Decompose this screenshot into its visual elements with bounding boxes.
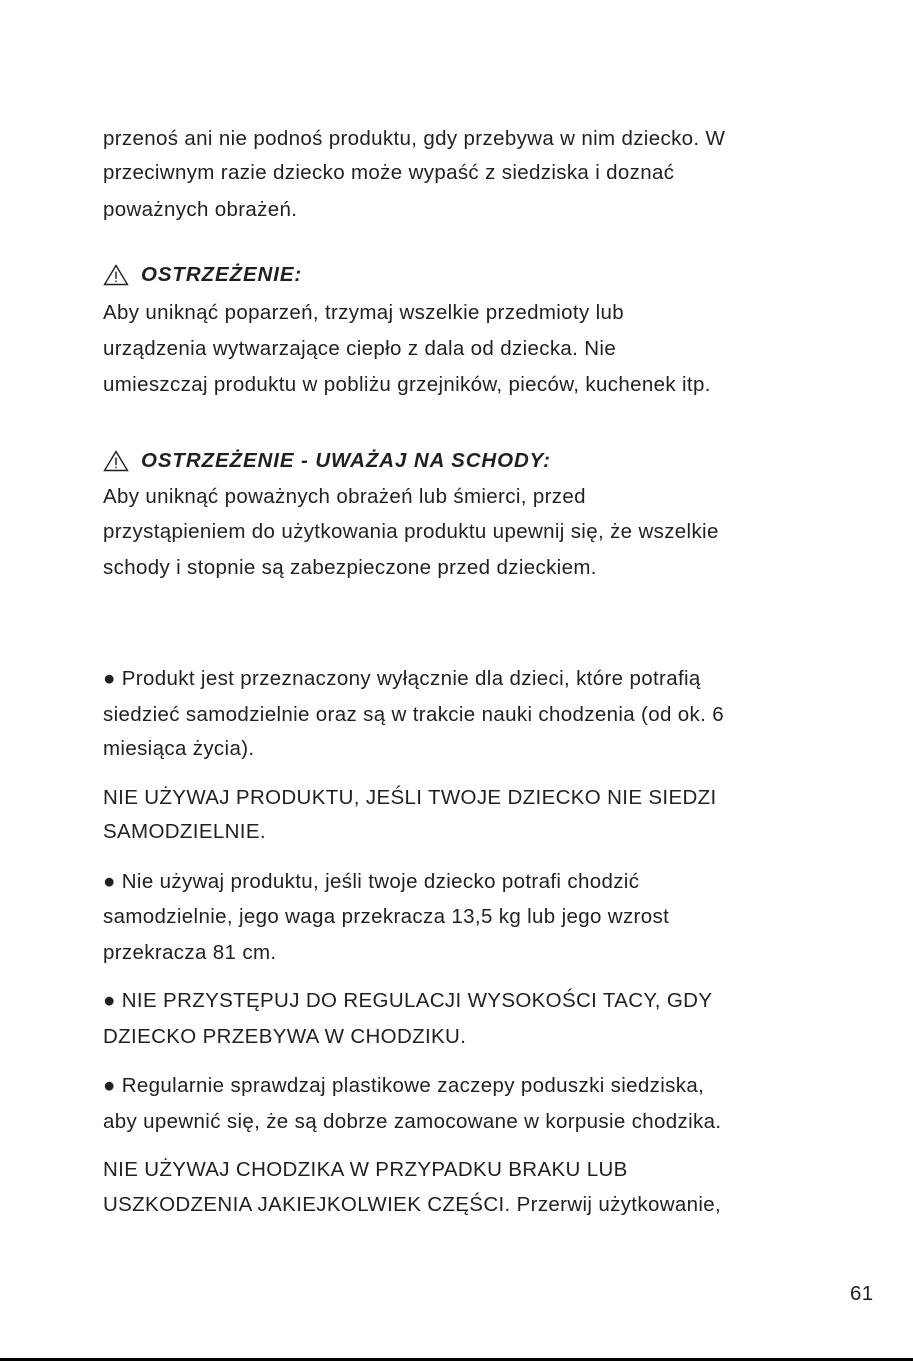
body-line: DZIECKO PRZEBYWA W CHODZIKU. — [103, 1025, 467, 1048]
body-line: ● Regularnie sprawdzaj plastikowe zaczepy poduszki siedziska, — [103, 1074, 705, 1097]
body-line: NIE UŻYWAJ CHODZIKA W PRZYPADKU BRAKU LUB — [103, 1158, 628, 1181]
body-line: ● Nie używaj produktu, jeśli twoje dziecko potrafi chodzić — [103, 870, 640, 893]
intro-line: przeciwnym razie dziecko może wypaść z siedziska i doznać — [103, 161, 675, 184]
warning-line: Aby uniknąć poważnych obrażeń lub śmierci, przed — [103, 485, 586, 508]
intro-line: przenoś ani nie podnoś produktu, gdy przebywa w nim dziecko. W — [103, 127, 726, 150]
body-line: SAMODZIELNIE. — [103, 820, 266, 843]
warning-title: OSTRZEŻENIE: — [141, 263, 303, 286]
body-line: siedzieć samodzielnie oraz są w trakcie nauki chodzenia (od ok. 6 — [103, 703, 724, 726]
warning-line: umieszczaj produktu w pobliżu grzejników, pieców, kuchenek itp. — [103, 373, 711, 396]
body-line: USZKODZENIA JAKIEJKOLWIEK CZĘŚCI. Przerwij użytkowanie, — [103, 1193, 722, 1216]
warning-title: OSTRZEŻENIE - UWAŻAJ NA SCHODY: — [141, 449, 551, 472]
body-line: miesiąca życia). — [103, 737, 255, 760]
body-line: ● NIE PRZYSTĘPUJ DO REGULACJI WYSOKOŚCI TACY, GDY — [103, 989, 713, 1012]
body-line: aby upewnić się, że są dobrze zamocowane w korpusie chodzika. — [103, 1110, 722, 1133]
intro-line: poważnych obrażeń. — [103, 198, 298, 221]
warning-line: urządzenia wytwarzające ciepło z dala od dziecka. Nie — [103, 337, 617, 360]
page-number: 61 — [850, 1282, 874, 1305]
warning-line: schody i stopnie są zabezpieczone przed dzieckiem. — [103, 556, 597, 579]
warning-triangle-icon — [103, 264, 129, 286]
body-line: przekracza 81 cm. — [103, 941, 277, 964]
body-line: ● Produkt jest przeznaczony wyłącznie dla dzieci, które potrafią — [103, 667, 701, 690]
warning-heading-heat — [103, 263, 302, 287]
warning-line: przystąpieniem do użytkowania produktu upewnij się, że wszelkie — [103, 520, 719, 543]
body-line: NIE UŻYWAJ PRODUKTU, JEŚLI TWOJE DZIECKO NIE SIEDZI — [103, 786, 717, 809]
warning-triangle-icon — [103, 450, 129, 472]
warning-heading-stairs — [103, 449, 551, 473]
body-line: samodzielnie, jego waga przekracza 13,5 kg lub jego wzrost — [103, 905, 670, 928]
warning-line: Aby uniknąć poparzeń, trzymaj wszelkie przedmioty lub — [103, 301, 625, 324]
